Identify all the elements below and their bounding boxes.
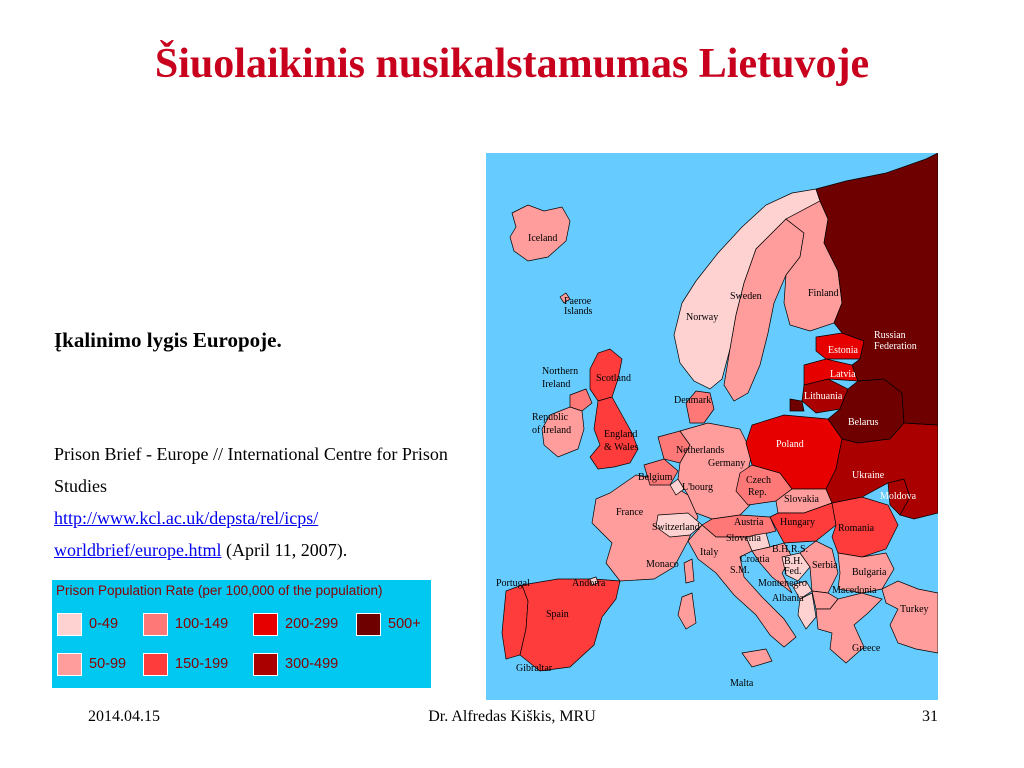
- label-denmark: Denmark: [674, 395, 712, 406]
- page-number: 31: [922, 708, 938, 725]
- label-northern-ireland: Ireland: [542, 379, 571, 390]
- label-norway: Norway: [686, 312, 719, 323]
- label-estonia: Estonia: [828, 345, 858, 356]
- label-lithuania: Lithuania: [804, 391, 843, 402]
- legend-label: 500+: [388, 616, 421, 632]
- label-faroe: Faeroe: [564, 296, 592, 307]
- footer-date: 2014.04.15: [88, 708, 160, 725]
- label-monaco: Monaco: [646, 559, 679, 570]
- label-romania: Romania: [838, 523, 875, 534]
- label-greece: Greece: [852, 643, 881, 654]
- label-bhrs: B.H.R.S.: [772, 544, 809, 555]
- label-croatia: Croatia: [740, 554, 770, 565]
- source-link-part-1: http://www.kcl.ac.uk/depsta/rel/icps/: [54, 508, 319, 528]
- map-svg: [486, 153, 938, 700]
- label-netherlands: Netherlands: [676, 445, 725, 456]
- label-serbia: Serbia: [812, 560, 838, 571]
- label-bulgaria: Bulgaria: [852, 567, 887, 578]
- label-bh-fed: Fed.: [784, 566, 802, 577]
- label-sweden: Sweden: [730, 291, 762, 302]
- source-link-part-2: worldbrief/europe.html: [54, 540, 222, 560]
- region-kaliningrad: [790, 399, 804, 411]
- label-albania: Albania: [772, 593, 804, 604]
- label-latvia: Latvia: [830, 369, 856, 380]
- legend-swatch: [143, 653, 168, 676]
- legend-swatch: [57, 653, 82, 676]
- legend-label: 0-49: [89, 616, 119, 632]
- legend-swatch: [57, 613, 82, 636]
- region-corsica: [684, 559, 694, 583]
- label-italy: Italy: [700, 547, 719, 558]
- label-slovenia: Slovenia: [726, 533, 761, 544]
- label-germany: Germany: [708, 458, 746, 469]
- label-poland: Poland: [776, 439, 804, 450]
- legend-swatch: [253, 653, 278, 676]
- label-gibraltar: Gibraltar: [516, 663, 553, 674]
- label-andorra: Andorra: [572, 578, 606, 589]
- label-england-wales: England: [604, 429, 638, 440]
- label-england-wales: & Wales: [604, 442, 639, 453]
- label-czech: Czech: [746, 475, 771, 486]
- label-macedonia: Macedonia: [832, 585, 877, 596]
- label-montenegro: Montenegro: [758, 578, 807, 589]
- label-russia: Russian: [874, 330, 906, 341]
- label-faroe: Islands: [564, 306, 593, 317]
- label-ukraine: Ukraine: [852, 470, 885, 481]
- label-sm: S.M.: [730, 565, 750, 576]
- label-slovakia: Slovakia: [784, 494, 819, 505]
- label-austria: Austria: [734, 517, 764, 528]
- legend-swatch: [143, 613, 168, 636]
- label-ireland: Republic: [532, 412, 569, 423]
- legend-label: 300-499: [285, 656, 339, 672]
- label-russia: Federation: [874, 341, 917, 352]
- source-date: (April 11, 2007).: [221, 540, 348, 560]
- label-switzerland: Switzerland: [652, 522, 700, 533]
- label-czech: Rep.: [748, 487, 767, 498]
- source-citation: [54, 438, 454, 566]
- label-bh-fed: B.H.: [784, 556, 803, 567]
- label-iceland: Iceland: [528, 233, 558, 244]
- subtitle: Įkalinimo lygis Europoje.: [54, 328, 282, 352]
- label-malta: Malta: [730, 678, 754, 689]
- label-hungary: Hungary: [780, 517, 815, 528]
- footer-author: Dr. Alfredas Kiškis, MRU: [428, 708, 596, 725]
- source-text: Prison Brief - Europe // International Centre for Prison Studies: [54, 444, 448, 496]
- label-belgium: Belgium: [638, 472, 673, 483]
- label-scotland: Scotland: [596, 373, 631, 384]
- label-luxembourg: L'bourg: [682, 482, 714, 493]
- label-ireland: of Ireland: [532, 425, 572, 436]
- label-northern-ireland: Northern: [542, 366, 579, 377]
- slide-title: Šiuolaikinis nusikalstamumas Lietuvoje: [154, 41, 870, 87]
- label-turkey: Turkey: [900, 604, 929, 615]
- label-belarus: Belarus: [848, 417, 879, 428]
- legend-swatch: [253, 613, 278, 636]
- legend-label: 100-149: [175, 616, 229, 632]
- label-portugal: Portugal: [496, 578, 530, 589]
- legend-label: 50-99: [89, 656, 127, 672]
- legend-swatch: [356, 613, 381, 636]
- legend-label: 150-199: [175, 656, 229, 672]
- legend-label: 200-299: [285, 616, 339, 632]
- label-spain: Spain: [546, 609, 569, 620]
- legend-title: Prison Population Rate (per 100,000 of the population): [56, 583, 383, 598]
- label-france: France: [616, 507, 644, 518]
- europe-map: [486, 153, 938, 700]
- label-moldova: Moldova: [880, 491, 917, 502]
- map-legend: [52, 580, 431, 688]
- label-finland: Finland: [808, 288, 839, 299]
